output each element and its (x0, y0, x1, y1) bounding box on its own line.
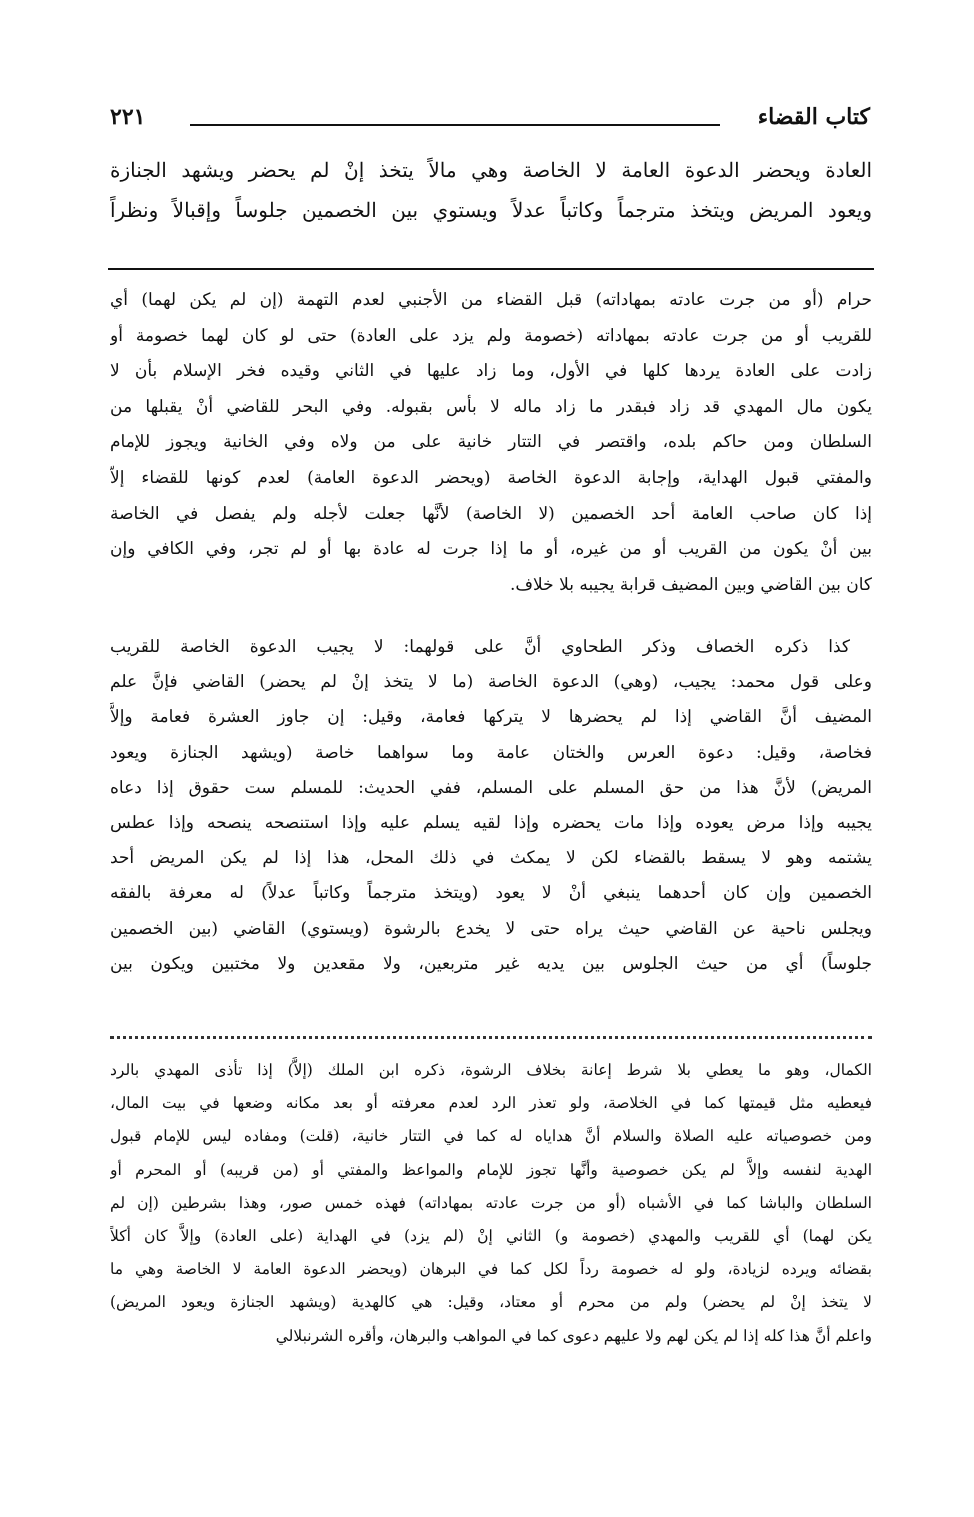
footnote-line: لا يتخذ إنْ لم يحضر) ولم من محرم أو معتاد، وقيل: هي كالهدية (ويشهد الجنازة ويعود المريض) (110, 1293, 872, 1312)
commentary-line: إذا كان صاحب العامة أحد الخصمين (لا الخاصة) لأنَّها جعلت لأجله ولم يفصل في الخاصة (110, 503, 872, 524)
commentary-second (110, 630, 872, 982)
commentary-line: كذا ذكره الخصاف وذكر الطحاوي أنَّ على قولهما: لا يجيب الدعوة الخاصة للقريب (110, 637, 850, 657)
commentary-line: حرام (أو من جرت عادته بمهاداته) قبل القضاء من الأجنبي لعدم التهمة (إن لم يكن لهما) أي (110, 290, 872, 310)
footnote-divider (110, 1036, 872, 1039)
header-rule (190, 124, 720, 126)
footnote-line: بقضائه ويرده لزيادة، ولو له خصومة رداً لكل كما في البرهان (ويحضر الدعوة العامة لا الخاصة وهي ما (110, 1260, 872, 1279)
footnote-line: الهدية لنفسه وإلاَّ لم يكن خصوصية وأنَّها تجوز للإمام والمواعظ والمفتي أو (من قريبه) أو المحرم أو (110, 1160, 872, 1179)
running-header (110, 104, 870, 134)
commentary-line: السلطان ومن حاكم بلده، واقتصر في التتار خانية على من ولاه وفي الخانية ويجوز للإمام (110, 432, 872, 453)
commentary-line: كان بين القاضي وبين المضيف قرابة يجيبه بلا خلاف. (510, 574, 872, 595)
footnote-line: واعلم أنَّ هذا كله إذا لم يكن لهم ولا عليهم دعوى كما في المواهب والبرهان، وأقره الشرنبلالي (275, 1326, 872, 1345)
page-number: ٢٢١ (110, 104, 146, 130)
main-text-line: العادة ويحضر الدعوة العامة لا الخاصة وهي مالاً يتخذ إنْ لم يحضر ويشهد الجنازة (110, 158, 872, 182)
footnote-line: يكن لهما) أي للقريب والمهدي (خصومة و) الثاني إنْ (لم يزد) في الهداية (على العادة) وإلاَّ كان أكلاً (110, 1226, 872, 1245)
commentary-line: زادت على العادة يردها كلها في الأول، وما زاد عليها في الثاني وقيده فخر الإسلام بأن لا (110, 361, 872, 382)
commentary-line: المريض) لأنَّ هذا من حق المسلم على المسلم، ففي الحديث: للمسلم ست حقوق إذا دعاه (110, 777, 872, 798)
commentary-line: فخاصة، وقيل: دعوة العرس والختان عامة وما سواهما خاصة (ويشهد الجنازة ويعود (110, 742, 872, 763)
commentary-first (110, 283, 872, 603)
commentary-line: الخصمين وإن كان أحدهما ينبغي أنْ لا يعود (ويتخذ مترجماً وكاتباً عدلاً) له معرفة بالفقه (110, 883, 872, 904)
commentary-line: ويجلس ناحية عن القاضي حيث يراه حتى لا يخدع بالرشوة (ويستوي) القاضي (بين الخصمين (110, 918, 872, 939)
footnote-line: فيعطيه مثل قيمتها كما في الخلاصة، ولو تعذر الرد لعدم معرفته أو بعد مكانه وضعها في بيت المال، (110, 1094, 872, 1113)
footnote-line: السلطان والباشا كما في الأشباه (أو من جرت عادته بمهاداته) فهذه خمس صور، وهذا بشرطين (إن لم (110, 1193, 872, 1212)
footnote-line: الكمال، وهو ما يعطي بلا شرط إعانة بخلاف الرشوة، ذكره ابن الملك (إلاَّ) إذا تأذى المهدي بالرد (110, 1061, 872, 1079)
commentary-line: جلوساً) أي من حيث الجلوس بين يديه غير متربعين، ولا مقعدين ولا مختبين ويكون بين (110, 953, 872, 974)
commentary-line: للقريب أو من جرت عادته بمهاداته (خصومة ولم يزد على العادة) حتى لو كان لهما خصومة أو (110, 325, 872, 346)
commentary-line: وعلى قول محمد: يجيب، (وهي) الدعوة الخاصة (ما لا يتخذ إنْ لم يحضر) القاضي فإنَّ علم (110, 672, 872, 693)
footnote-block (110, 1054, 872, 1353)
main-text-divider (108, 268, 874, 270)
commentary-line: والمفتي قبول الهداية، وإجابة الدعوة الخاصة (ويحضر الدعوة العامة) لعدم كونها للقضاء إلاّ (110, 467, 872, 488)
commentary-line: بين أنْ يكون من القريب أو من غيره، أو ما إذا جرت له عادة بها أو لم تجر، وفي الكافي وإن (110, 539, 872, 560)
commentary-line: يكون مال المهدي قد زاد فبقدر ما زاد ماله لا بأس بقبوله. وفي البحر للقاضي أنْ يقبلها من (110, 396, 872, 417)
chapter-title: كتاب القضاء (757, 104, 870, 130)
footnote-line: ومن خصوصياته عليه الصلاة والسلام أنَّ هداياه له كما في التتار خانية، (قلت) ومفاده ليس للإمام قبول (110, 1127, 872, 1146)
commentary-line: المضيف أنَّ القاضي إذا لم يحضرها لا يتركها فعامة، وقيل: إن جاوز العشرة فعامة وإلاَّ (110, 707, 872, 728)
commentary-line: يشتمه وهو لا يسقط بالقضاء لكن لا يمكث في ذلك المحل، هذا إذا لم يكن المريض أحد (110, 848, 872, 869)
main-text-line: ويعود المريض ويتخذ مترجماً وكاتباً عدلاً ويستوي بين الخصمين جلوساً وإقبالاً ونظراً (110, 198, 872, 222)
main-text (110, 150, 872, 230)
commentary-line: يجيبه وإذا مرض يعوده وإذا مات يحضره وإذا لقيه يسلم عليه وإذا استنصحه ينصحه وإذا عطس (110, 812, 872, 833)
